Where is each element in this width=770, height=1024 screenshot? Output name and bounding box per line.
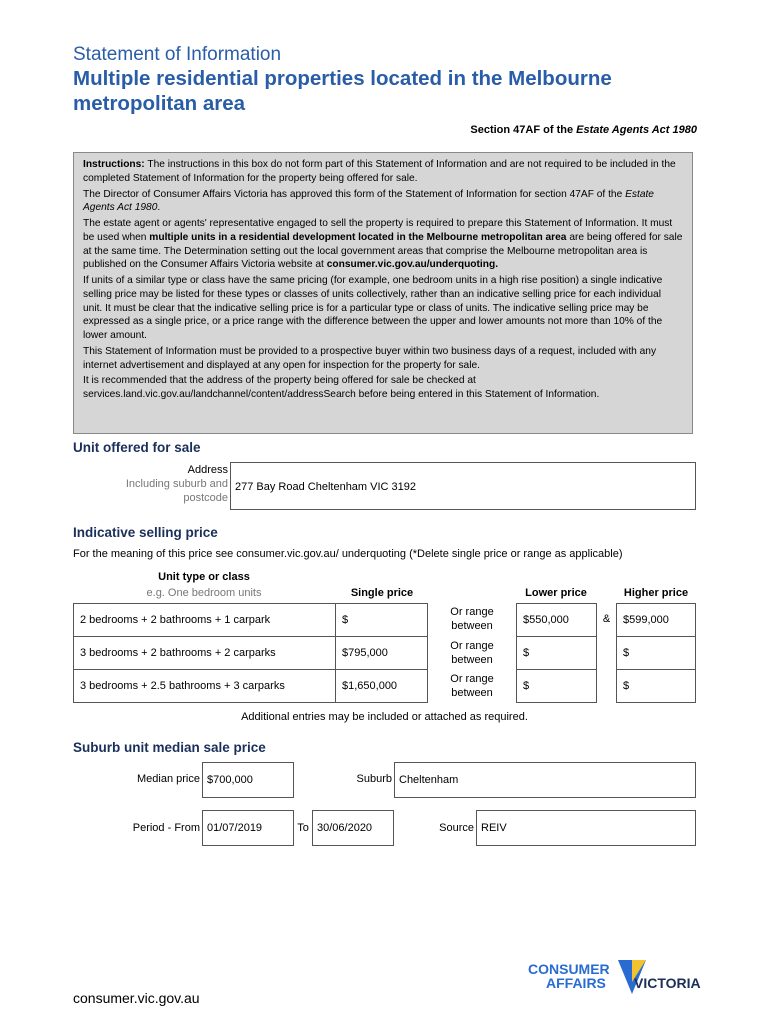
- row2-unit: 3 bedrooms + 2 bathrooms + 2 carparks: [80, 647, 276, 659]
- section-act: Estate Agents Act 1980: [576, 124, 697, 136]
- median-price-label: Median price: [137, 773, 200, 785]
- period-to-value: 30/06/2020: [317, 822, 373, 834]
- logo-graphic: [528, 958, 708, 1004]
- address-label: Address: [187, 464, 228, 476]
- row2-lower-field[interactable]: [516, 636, 597, 670]
- between-label: between: [451, 654, 493, 666]
- or-range-label: Or range: [450, 606, 494, 618]
- instructions-p3b: multiple units in a residential development located in the Melbourne metropolitan area: [149, 231, 567, 243]
- or-range-label: Or range: [450, 640, 494, 652]
- source-value: REIV: [481, 822, 507, 834]
- row3-unit-field[interactable]: [73, 669, 336, 703]
- median-price-field[interactable]: [202, 762, 294, 798]
- consumer-affairs-victoria-logo: [528, 958, 708, 1004]
- row3-lower: $: [523, 680, 530, 692]
- instructions-p3a: The estate agent or agents' representative engaged to sell the property is required to prepare this Statement of Information. It must be used when: [83, 218, 673, 243]
- period-from-field[interactable]: [202, 810, 294, 846]
- instructions-p1: The instructions in this box do not form part of this Statement of Information and are not required to be included in the completed Statement of Information for the property being offered for sale.: [83, 159, 676, 184]
- row1-single: $: [342, 614, 349, 626]
- period-to-field[interactable]: [312, 810, 394, 846]
- instructions-p6: It is recommended that the address of the property being offered for sale be checked at services.land.vic.gov.au/landchannel/content/addressSearch before being entered in this Statement of Information.: [83, 375, 600, 401]
- col-unit-example: e.g. One bedroom units: [146, 587, 262, 599]
- row1-single-field[interactable]: [335, 603, 428, 637]
- source-label: Source: [439, 822, 474, 834]
- instructions-p5: This Statement of Information must be provided to a prospective buyer within two business days of a request, included with any internet advertisement and displayed at any open for inspection for the property for sale.: [83, 345, 657, 371]
- between-label: between: [451, 687, 493, 699]
- col-single-header: Single price: [350, 587, 414, 599]
- or-range-label: Or range: [450, 673, 494, 685]
- median-heading: Suburb unit median sale price: [73, 740, 266, 755]
- instructions-p3c: are being offered for sale at the same time. The Determination setting out the local government areas that comprise the Melbourne metropolitan area is published on the Consumer Affairs Victoria website at: [83, 231, 683, 271]
- logo-line2: AFFAIRS: [546, 975, 606, 991]
- row2-or-range: [432, 639, 512, 667]
- suburb-field[interactable]: [394, 762, 696, 798]
- logo-line1: CONSUMER: [528, 961, 610, 977]
- instructions-p2a: The Director of Consumer Affairs Victoria has approved this form of the Statement of Information for section 47AF of the: [83, 188, 626, 200]
- row1-lower: $550,000: [523, 614, 569, 626]
- suburb-label: Suburb: [356, 773, 392, 785]
- row3-single: $1,650,000: [342, 680, 398, 692]
- section-prefix: Section 47AF of the: [470, 124, 577, 136]
- instructions-label: Instructions:: [83, 159, 145, 170]
- row3-higher-field[interactable]: [616, 669, 696, 703]
- row2-lower: $: [523, 647, 530, 659]
- page-title: Multiple residential properties located in the Melbourne metropolitan area: [73, 67, 612, 115]
- row1-higher-field[interactable]: [616, 603, 696, 637]
- instructions-p4: If units of a similar type or class have the same pricing (for example, one bedroom units in a high rise position) a single indicative selling price may be listed for these types or classes of units collectively, rather than an indicative selling price for each individual unit. It must be clear that the indicative selling price is for a particular type or class of units. The indicative selling price may be expressed as a single price, or a price range with the difference between the upper and lower amounts not more than 10% of the lower amount.: [83, 275, 663, 341]
- col-unit-header: Unit type or class: [158, 571, 250, 583]
- row2-higher-field[interactable]: [616, 636, 696, 670]
- address-sublabel: Including suburb and: [125, 478, 228, 490]
- instructions-p2c: .: [157, 202, 161, 214]
- document-type: Statement of Information: [73, 44, 282, 65]
- address-sublabel-postcode: postcode: [183, 492, 228, 504]
- row1-or-range: [432, 605, 512, 633]
- row1-lower-field[interactable]: [516, 603, 597, 637]
- suburb-value: Cheltenham: [399, 774, 459, 786]
- period-to-label: To: [297, 822, 309, 834]
- row3-higher: $: [623, 680, 630, 692]
- section-reference: [470, 124, 697, 136]
- col-higher-header: Higher price: [623, 587, 689, 599]
- source-field[interactable]: [476, 810, 696, 846]
- row3-lower-field[interactable]: [516, 669, 597, 703]
- median-price-value: $700,000: [207, 774, 253, 786]
- col-lower-header: Lower price: [525, 587, 587, 599]
- row3-or-range: [432, 672, 512, 700]
- instructions-p2b: Estate Agents Act 1980: [83, 188, 654, 214]
- address-field[interactable]: [230, 462, 696, 510]
- row1-unit-field[interactable]: [73, 603, 336, 637]
- row1-higher: $599,000: [623, 614, 669, 626]
- row1-unit: 2 bedrooms + 2 bathrooms + 1 carpark: [80, 614, 271, 626]
- address-value: 277 Bay Road Cheltenham VIC 3192: [235, 481, 417, 493]
- logo-line3: VICTORIA: [634, 975, 701, 991]
- additional-entries-note: Additional entries may be included or attached as required.: [241, 711, 528, 723]
- row1-ampersand: &: [602, 613, 611, 625]
- row2-single: $795,000: [342, 647, 388, 659]
- period-from-value: 01/07/2019: [207, 822, 263, 834]
- between-label: between: [451, 620, 493, 632]
- footer-url: consumer.vic.gov.au: [73, 990, 200, 1006]
- unit-offered-heading: Unit offered for sale: [73, 440, 201, 455]
- address-label-group: [100, 463, 228, 505]
- indicative-heading: Indicative selling price: [73, 525, 218, 540]
- instructions-box: [73, 152, 693, 434]
- instructions-p3d: consumer.vic.gov.au/underquoting.: [326, 259, 499, 271]
- row2-higher: $: [623, 647, 630, 659]
- indicative-note: For the meaning of this price see consumer.vic.gov.au/ underquoting (*Delete single price or range as applicable): [73, 548, 623, 560]
- row2-unit-field[interactable]: [73, 636, 336, 670]
- row3-unit: 3 bedrooms + 2.5 bathrooms + 3 carparks: [80, 680, 285, 692]
- row3-single-field[interactable]: [335, 669, 428, 703]
- period-from-label: Period - From: [132, 822, 200, 834]
- row2-single-field[interactable]: [335, 636, 428, 670]
